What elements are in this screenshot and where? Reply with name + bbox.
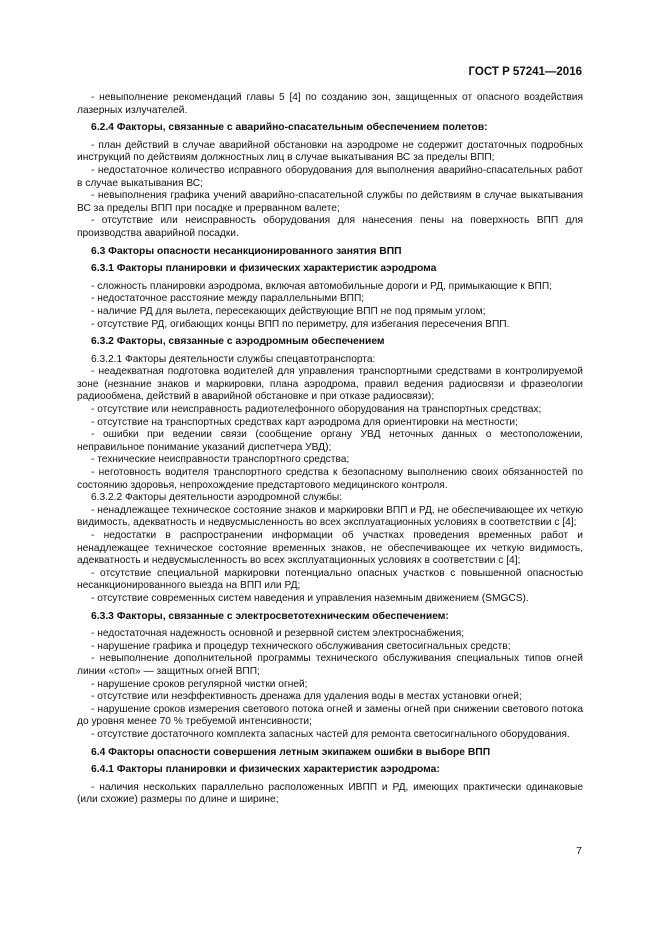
paragraph: - отсутствие или неисправность оборудования для нанесения пены на поверхность ВПП для производства аварийной посадки.	[77, 215, 583, 239]
paragraph: - недостаточное количество исправного оборудования для выполнения аварийно-спасательных работ в случае выкатывания ВС;	[77, 164, 583, 189]
standard-header: ГОСТ Р 57241—2016	[468, 66, 582, 78]
paragraph: - отсутствие современных систем наведения и управления наземным движением (SMGCS).	[91, 592, 529, 604]
paragraph: 6.3.2.1 Факторы деятельности службы спецавтотранспорта:	[91, 353, 376, 365]
paragraph: - ненадлежащее техническое состояние знаков и маркировки ВПП и РД, не обеспечивающее их четкую видимость, адекватность и недвусмысленность во всех эксплуатационных условиях в соответствии с [4];	[77, 504, 583, 529]
section-heading: 6.4.1 Факторы планировки и физических характеристик аэродрома:	[91, 764, 440, 776]
paragraph: - наличие РД для вылета, пересекающих действующие ВПП не под прямым углом;	[91, 305, 486, 317]
section-heading: 6.3.1 Факторы планировки и физических характеристик аэродрома	[91, 263, 437, 275]
paragraph: 6.3.2.2 Факторы деятельности аэродромной службы:	[91, 492, 343, 504]
section-heading: 6.3 Факторы опасности несанкционированного занятия ВПП	[91, 245, 402, 257]
paragraph: - недостаточное расстояние между параллельными ВПП;	[91, 293, 365, 305]
section-heading: 6.4 Факторы опасности совершения летным экипажем ошибки в выборе ВПП	[91, 746, 491, 758]
paragraph: - невыполнение рекомендаций главы 5 [4] по созданию зон, защищенных от опасного воздействия лазерных излучателей.	[77, 92, 583, 116]
paragraph: - отсутствие специальной маркировки потенциально опасных участков с повышенной опасностью несанкционированного выезда на ВПП или РД;	[77, 567, 583, 592]
section-heading: 6.2.4 Факторы, связанные с аварийно-спасательным обеспечением полетов:	[91, 122, 488, 134]
paragraph: - невыполнения графика учений аварийно-спасательной службы по действиям в случае выкатывания ВС за пределы ВПП при посадке и прерванном валете;	[77, 190, 583, 214]
paragraph: - отсутствие РД, огибающих концы ВПП по периметру, для избегания пересечения ВПП.	[91, 318, 510, 330]
paragraph: - недостаточная надежность основной и резервной систем электроснабжения;	[91, 628, 465, 640]
section-heading: 6.3.3 Факторы, связанные с электросветотехническим обеспечением:	[91, 610, 449, 622]
paragraph: - сложность планировки аэродрома, включая автомобильные дороги и РД, примыкающие к ВПП;	[91, 280, 552, 292]
paragraph: - план действий в случае аварийной обстановки на аэродроме не содержит достаточных подробных инструкций по действиям должностных лиц в случае выкатывания ВС за пределы ВПП;	[77, 139, 583, 164]
paragraph: - неготовность водителя транспортного средства к безопасному выполнению своих обязанностей по состоянию здоровья, непрохождение предстартового медицинского контроля.	[77, 467, 583, 491]
paragraph: - недостатки в распространении информации об участках проведения временных работ и ненадлежащее техническое состояние временных знаков, не обеспечивающее их четкую видимость, адекватность и недвусмысленность во всех эксплуатационных условиях в соответствии с [4];	[77, 530, 583, 567]
paragraph: - отсутствие или неэффективность дренажа для удаления воды в местах установки огней;	[91, 691, 522, 703]
paragraph: - отсутствие или неисправность радиотелефонного оборудования на транспортных средствах;	[91, 404, 542, 416]
document-body	[77, 92, 583, 807]
page-number: 7	[576, 845, 582, 857]
paragraph: - нарушение сроков регулярной чистки огней;	[91, 678, 308, 690]
paragraph: - нарушение графика и процедур технического обслуживания светосигнальных средств;	[91, 640, 511, 652]
paragraph: - технические неисправности транспортного средства;	[91, 454, 350, 466]
paragraph: - невыполнение дополнительной программы технического обслуживания специальных типов огней линии «стоп» — защитных огней ВПП;	[77, 653, 583, 677]
paragraph: - наличия нескольких параллельно расположенных ИВПП и РД, имеющих практически одинаковые (или схожие) размеры по длине и ширине;	[77, 781, 583, 806]
section-heading: 6.3.2 Факторы, связанные с аэродромным обеспечением	[91, 336, 385, 348]
paragraph: - ошибки при ведении связи (сообщение органу УВД неточных данных о местоположении, неправильное понимание указаний диспетчера УВД);	[77, 429, 583, 453]
paragraph: - отсутствие на транспортных средствах карт аэродрома для ориентировки на местности;	[91, 416, 518, 428]
paragraph: - нарушение сроков измерения светового потока огней и замены огней при снижении светового потока до уровня менее 70 % требуемой интенсивности;	[77, 703, 583, 728]
paragraph: - отсутствие достаточного комплекта запасных частей для ремонта светосигнального оборудования.	[91, 728, 570, 740]
paragraph: - неадекватная подготовка водителей для управления транспортными средствами в контролируемой зоне (незнание знаков и маркировки, плана аэродрома, правил ведения радиосвязи и фразеологии радиообмена, действий в аварийной обстановке и при отказе радиосвязи);	[77, 366, 583, 403]
